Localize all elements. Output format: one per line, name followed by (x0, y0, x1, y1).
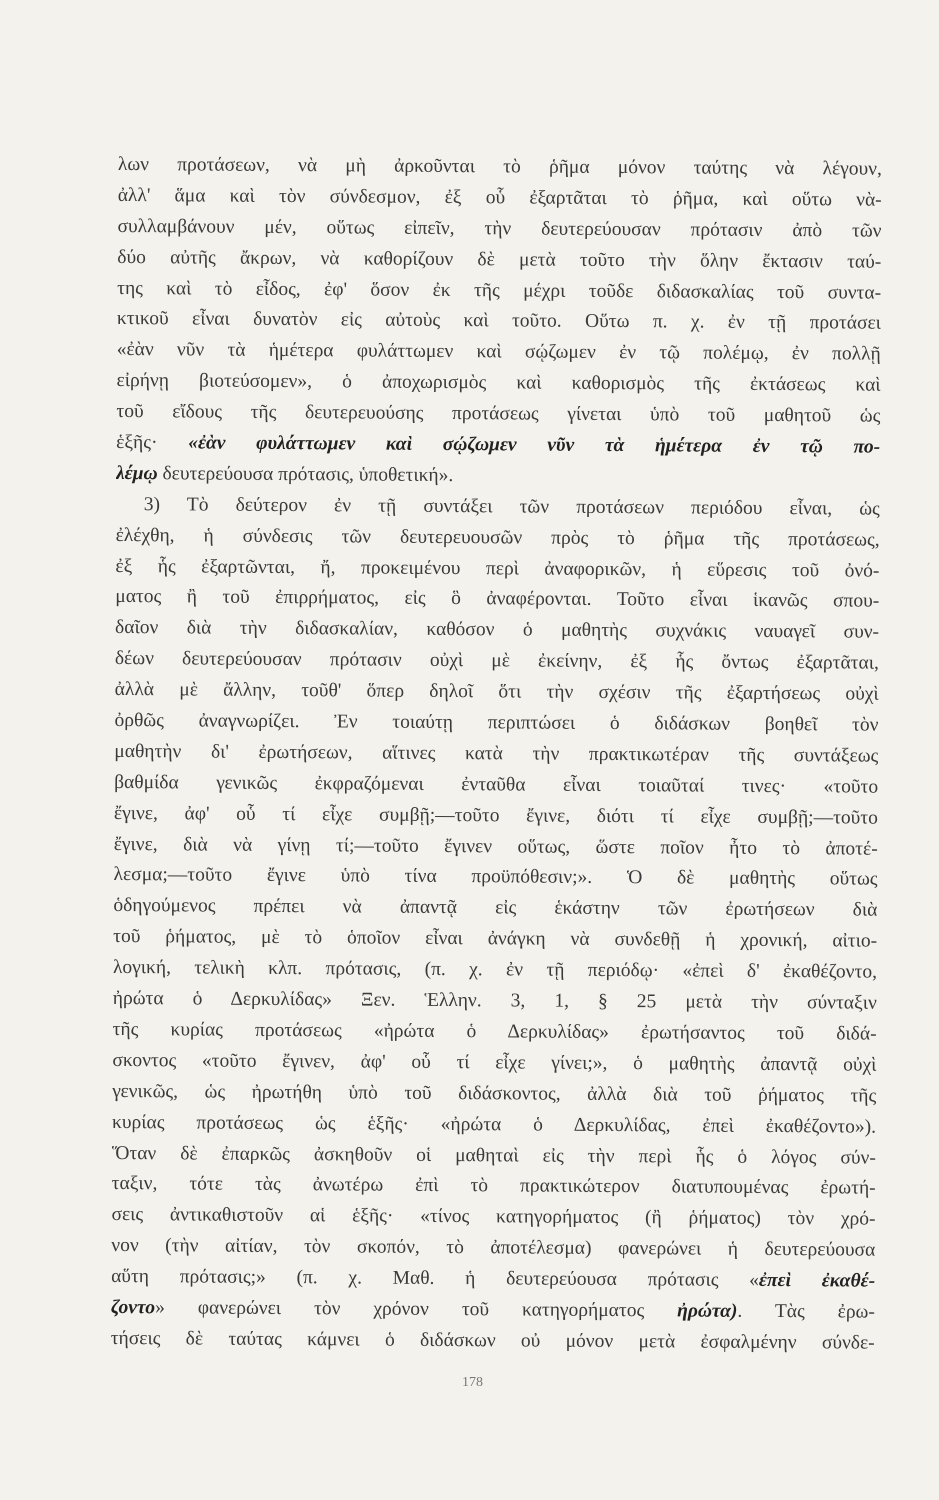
text-segment: γενικῶς, ὡς ἠρωτήθη ὑπὸ τοῦ διδάσκοντος, ἀλλὰ διὰ τοῦ ῥήματος τῆς (112, 1080, 877, 1107)
text-line (114, 737, 878, 773)
text-line (111, 1262, 875, 1298)
text-segment: σεις ἀντικαθιστοῦν αἱ ἑξῆς· «τίνος κατηγορήματος (ἢ ῥήματος) τὸν χρό- (111, 1204, 876, 1230)
page-body-text (111, 150, 882, 1359)
text-segment: ἔγινε, ἀφ' οὗ τί εἶχε συμβῇ;—τοῦτο ἔγινε, διότι τί εἶχε συμβῇ;—τοῦτο (113, 802, 878, 829)
text-line (116, 366, 880, 402)
text-segment: δύο αὐτῆς ἄκρων, νὰ καθορίζουν δὲ μετὰ τοῦτο τὴν ὅλην ἔκτασιν ταύ- (117, 246, 882, 273)
text-segment: ἀλλ' ἅμα καὶ τὸν σύνδεσμον, ἐξ οὗ ἐξαρτᾶται τὸ ῥῆμα, καὶ οὕτω νὰ- (117, 184, 882, 211)
text-segment: εἰρήνῃ βιοτεύσομεν», ὁ ἀποχωρισμὸς καὶ καθορισμὸς τῆς ἐκτάσεως καὶ (116, 370, 881, 396)
text-line (111, 1293, 875, 1329)
text-line (113, 1015, 877, 1051)
text-segment: κυρίας προτάσεως ὡς ἑξῆς· «ἠρώτα ὁ Δερκυλίδας, ἐπεὶ ἐκαθέζοντο»). (111, 1111, 877, 1138)
text-line (115, 644, 879, 680)
text-segment: κτικοῦ εἶναι δυνατὸν εἰς αὐτοὺς καὶ τοῦτο. Οὕτω π. χ. ἐν τῇ προτάσει (116, 308, 882, 335)
text-line (113, 953, 877, 989)
text-line (114, 768, 878, 804)
text-line (115, 675, 879, 711)
text-segment: τῆς κυρίας προτάσεως «ἠρώτα ὁ Δερκυλίδας» ἐρωτήσαντος τοῦ διδά- (112, 1018, 877, 1045)
text-line (117, 335, 881, 371)
text-segment: μαθητὴν δι' ἐρωτήσεων, αἵτινες κατὰ τὴν πρακτικωτέραν τῆς συντάξεως (114, 740, 879, 767)
text-segment: δευτερεύουσα πρότασις, ὑποθετική». (157, 463, 454, 486)
text-segment: ἠρώτα ὁ Δερκυλίδας» Ξεν. Ἑλλην. 3, 1, § 25 μετὰ τὴν σύνταξιν (112, 988, 877, 1014)
bold-italic-quote: ἠρώτα) (677, 1300, 738, 1322)
text-line (116, 428, 880, 464)
text-line (112, 1169, 876, 1205)
text-segment: ἔγινε, διὰ νὰ γίνῃ τί;—τοῦτο ἔγινεν οὕτως, ὥστε ποῖον ἦτο τὸ ἀποτέ- (113, 833, 878, 860)
text-segment: λογική, τελικὴ κλπ. πρότασις, (π. χ. ἐν τῇ περιόδῳ· «ἐπεὶ δ' ἐκαθέζοντο, (112, 957, 878, 983)
bold-italic-quote: ζοντο (110, 1296, 156, 1319)
text-segment: ταξιν, τότε τὰς ἀνωτέρω ἐπὶ τὸ πρακτικώτερον διατυπουμένας ἐρωτή- (111, 1173, 876, 1200)
text-line (113, 860, 877, 896)
text-line (114, 830, 878, 866)
text-line (113, 891, 877, 927)
text-segment: . Τὰς ἐρω- (737, 1300, 875, 1323)
text-segment: δαῖον διὰ τὴν διδασκαλίαν, καθόσον ὁ μαθητὴς συχνάκις ναυαγεῖ συν- (115, 617, 880, 644)
text-segment: συλλαμβάνουν μέν, οὕτως εἰπεῖν, τὴν δευτερεύουσαν πρότασιν ἀπὸ τῶν (117, 215, 882, 242)
text-segment: 3) Τὸ δεύτερον ἐν τῇ συντάξει τῶν προτάσεων περιόδου εἶναι, ὡς (143, 493, 880, 520)
text-segment: τοῦ ῥήματος, μὲ τὸ ὁποῖον εἶναι ἀνάγκη νὰ συνδεθῇ ἡ χρονική, αἰτιο- (113, 926, 878, 952)
bold-italic-quote: ἐπεὶ ἐκαθέ- (758, 1269, 876, 1292)
text-line (113, 922, 877, 958)
text-line (112, 1108, 876, 1144)
page-number: 178 (462, 1375, 483, 1390)
text-segment: » φανερώνει τὸν χρόνον τοῦ κατηγορήματος (155, 1297, 678, 1322)
text-line (111, 1200, 875, 1236)
text-segment: σκοντος «τοῦτο ἔγινεν, ἀφ' οὗ τί εἶχε γίνει;», ὁ μαθητὴς ἀπαντᾷ οὐχὶ (112, 1049, 877, 1076)
text-segment: λεσμα;—τοῦτο ἔγινε ὑπὸ τίνα προϋπόθεσιν;». Ὁ δὲ μαθητὴς οὕτως (113, 864, 878, 891)
text-line (116, 521, 880, 557)
text-segment: τήσεις δὲ ταύτας κάμνει ὁ διδάσκων οὐ μόνον μετὰ ἐσφαλμένην σύνδε- (110, 1327, 875, 1354)
bold-italic-quote: «ἐὰν φυλάττωμεν καὶ σῴζωμεν νῦν τὰ ἡμέτερα ἐν τῷ πο- (188, 432, 881, 458)
text-segment: της καὶ τὸ εἶδος, ἐφ' ὅσον ἐκ τῆς μέχρι τοῦδε διδασκαλίας τοῦ συντα- (117, 277, 882, 304)
text-line (114, 799, 878, 835)
text-segment: ἀλλὰ μὲ ἄλλην, τοῦθ' ὅπερ δηλοῖ ὅτι τὴν σχέσιν τῆς ἐξαρτήσεως οὐχὶ (114, 679, 879, 705)
text-line (118, 150, 882, 186)
text-line (113, 984, 877, 1020)
text-line (112, 1077, 876, 1113)
text-segment: νον (τὴν αἰτίαν, τὸν σκοπόν, τὸ ἀποτέλεσμα) φανερώνει ἡ δευτερεύουσα (111, 1235, 876, 1261)
text-segment: «ἐὰν νῦν τὰ ἡμέτερα φυλάττωμεν καὶ σῴζωμεν ἐν τῷ πολέμῳ, ἐν πολλῇ (116, 339, 881, 366)
text-segment: ἐλέχθη, ἡ σύνδεσις τῶν δευτερευουσῶν πρὸς τὸ ῥῆμα τῆς προτάσεως, (115, 524, 880, 551)
text-line (115, 613, 879, 649)
text-segment: αὕτη πρότασις;» (π. χ. Μαθ. ἡ δευτερεύουσα πρότασις « (111, 1266, 760, 1291)
text-line (117, 274, 881, 310)
text-segment: ἐξ ἧς ἐξαρτῶνται, ἤ, προκειμένου περὶ ἀναφορικῶν, ἡ εὕρεσις τοῦ ὀνό- (115, 555, 880, 582)
text-segment: λων προτάσεων, νὰ μὴ ἀρκοῦνται τὸ ῥῆμα μόνον ταύτης νὰ λέγουν, (117, 153, 882, 180)
text-segment: ὀρθῶς ἀναγνωρίζει. Ἐν τοιαύτῃ περιπτώσει ὁ διδάσκων βοηθεῖ τὸν (114, 710, 879, 736)
text-line (117, 212, 881, 248)
text-line (117, 304, 881, 340)
text-segment: ὁδηγούμενος πρέπει νὰ ἀπαντᾷ εἰς ἑκάστην τῶν ἐρωτήσεων διὰ (113, 895, 878, 922)
text-segment: ματος ἢ τοῦ ἐπιρρήματος, εἰς ὃ ἀναφέρονται. Τοῦτο εἶναι ἱκανῶς σπου- (115, 586, 880, 613)
text-line (115, 582, 879, 618)
text-line (112, 1138, 876, 1174)
text-line (114, 706, 878, 742)
text-line (117, 243, 881, 279)
text-line (116, 490, 880, 526)
text-segment: βαθμίδα γενικῶς ἐκφραζόμεναι ἐνταῦθα εἶναι τοιαῦταί τινες· «τοῦτο (114, 771, 879, 798)
text-line (115, 552, 879, 588)
text-segment: ἑξῆς· (116, 432, 189, 454)
text-line (116, 459, 880, 495)
bold-italic-quote: λέμῳ (115, 462, 158, 485)
text-segment: δέων δευτερεύουσαν πρότασιν οὐχὶ μὲ ἐκείνην, ἐξ ἧς ὄντως ἐξαρτᾶται, (114, 648, 879, 674)
text-segment: τοῦ εἴδους τῆς δευτερευούσης προτάσεως γίνεται ὑπὸ τοῦ μαθητοῦ ὡς (116, 401, 881, 427)
text-line (116, 397, 880, 433)
text-segment: Ὅταν δὲ ἐπαρκῶς ἀσκηθοῦν οἱ μαθηταὶ εἰς τὴν περὶ ἧς ὁ λόγος σύν- (111, 1142, 876, 1169)
text-line (111, 1231, 875, 1267)
text-line (111, 1324, 875, 1360)
text-line (112, 1046, 876, 1082)
text-line (118, 181, 882, 217)
